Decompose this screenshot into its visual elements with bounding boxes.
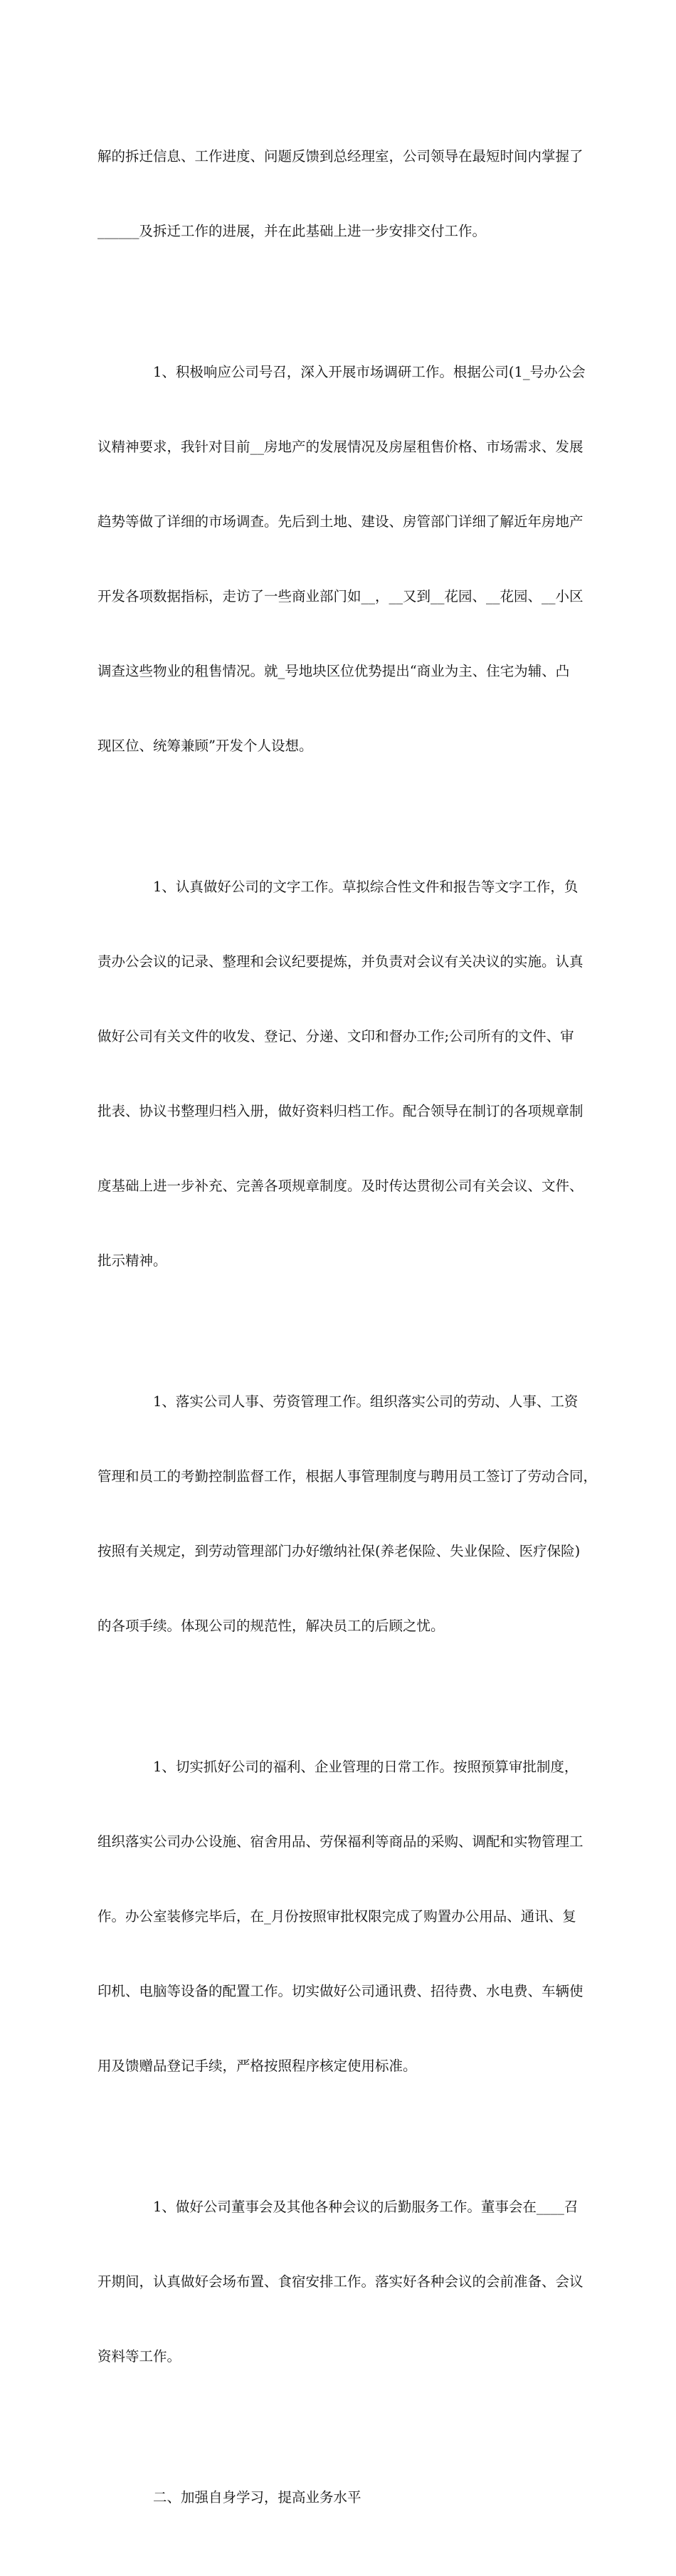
paragraph-line: 管理和员工的考勤控制监督工作，根据人事管理制度与聘用员工签订了劳动合同， — [97, 1468, 598, 1485]
paragraph-line: 1、落实公司人事、劳资管理工作。组织落实公司的劳动、人事、工资 — [153, 1393, 579, 1410]
paragraph-welfare-management — [97, 1705, 581, 2128]
paragraph-line: 度基础上进一步补充、完善各项规章制度。及时传达贯彻公司有关会议、文件、 — [97, 1178, 583, 1194]
paragraph-line: 做好公司有关文件的收发、登记、分递、文印和督办工作;公司所有的文件、审 — [97, 1028, 574, 1044]
document-body — [97, 94, 598, 2576]
paragraph-line: 责办公会议的记录、整理和会议纪要提炼，并负责对会议有关决议的实施。认真 — [97, 953, 583, 970]
paragraph-line: ______及拆迁工作的进展，并在此基础上进一步安排交付工作。 — [97, 223, 487, 239]
paragraph-line: 开发各项数据指标，走访了一些商业部门如__，__又到__花园、__花园、__小区 — [97, 588, 583, 604]
paragraph-board-meeting-services — [97, 2145, 581, 2419]
paragraph-line: 印机、电脑等设备的配置工作。切实做好公司通讯费、招待费、水电费、车辆使 — [97, 1983, 583, 1999]
paragraph-line: 批示精神。 — [97, 1252, 167, 1269]
paragraph-line: 的各项手续。体现公司的规范性，解决员工的后顾之忧。 — [97, 1618, 445, 1634]
paragraph-line: 按照有关规定，到劳动管理部门办好缴纳社保(养老保险、失业保险、医疗保险) — [97, 1543, 581, 1559]
paragraph-line: 1、做好公司董事会及其他各种会议的后勤服务工作。董事会在____召 — [153, 2199, 579, 2215]
section-heading — [97, 2435, 581, 2560]
paragraph-line: 组织落实公司办公设施、宿舍用品、劳保福利等商品的采购、调配和实物管理工 — [97, 1833, 583, 1850]
paragraph-line: 用及馈赠品登记手续，严格按照程序核定使用标准。 — [97, 2058, 417, 2074]
paragraph-line: 调查这些物业的租售情况。就_号地块区位优势提出“商业为主、住宅为辅、凸 — [97, 663, 570, 679]
section-heading-text: 二、加强自身学习，提高业务水平 — [153, 2489, 361, 2506]
paragraph-line: 趋势等做了详细的市场调查。先后到土地、建设、房管部门详细了解近年房地产 — [97, 513, 583, 530]
paragraph-line: 开期间，认真做好会场布置、食宿安排工作。落实好各种会议的会前准备、会议 — [97, 2273, 583, 2290]
paragraph-personnel-management — [97, 1339, 598, 1688]
paragraph-line: 批表、协议书整理归档入册，做好资料归档工作。配合领导在制订的各项规章制 — [97, 1103, 583, 1119]
paragraph-line: 作。办公室装修完毕后，在_月份按照审批权限完成了购置办公用品、通讯、复 — [97, 1908, 576, 1925]
paragraph-demolition-info — [97, 94, 581, 293]
paragraph-line: 议精神要求，我针对目前__房地产的发展情况及房屋租售价格、市场需求、发展 — [97, 439, 583, 455]
paragraph-line: 1、切实抓好公司的福利、企业管理的日常工作。按照预算审批制度， — [153, 1759, 579, 1775]
paragraph-line: 解的拆迁信息、工作进度、问题反馈到总经理室，公司领导在最短时间内掌握了 — [97, 148, 583, 164]
paragraph-writing-work — [97, 824, 581, 1323]
paragraph-line: 现区位、统筹兼顾”开发个人设想。 — [97, 738, 313, 754]
paragraph-line: 1、积极响应公司号召，深入开展市场调研工作。根据公司(1_号办公会 — [153, 364, 586, 380]
paragraph-line: 资料等工作。 — [97, 2348, 181, 2365]
paragraph-line: 1、认真做好公司的文字工作。草拟综合性文件和报告等文字工作，负 — [153, 879, 579, 895]
paragraph-market-research — [97, 310, 586, 808]
